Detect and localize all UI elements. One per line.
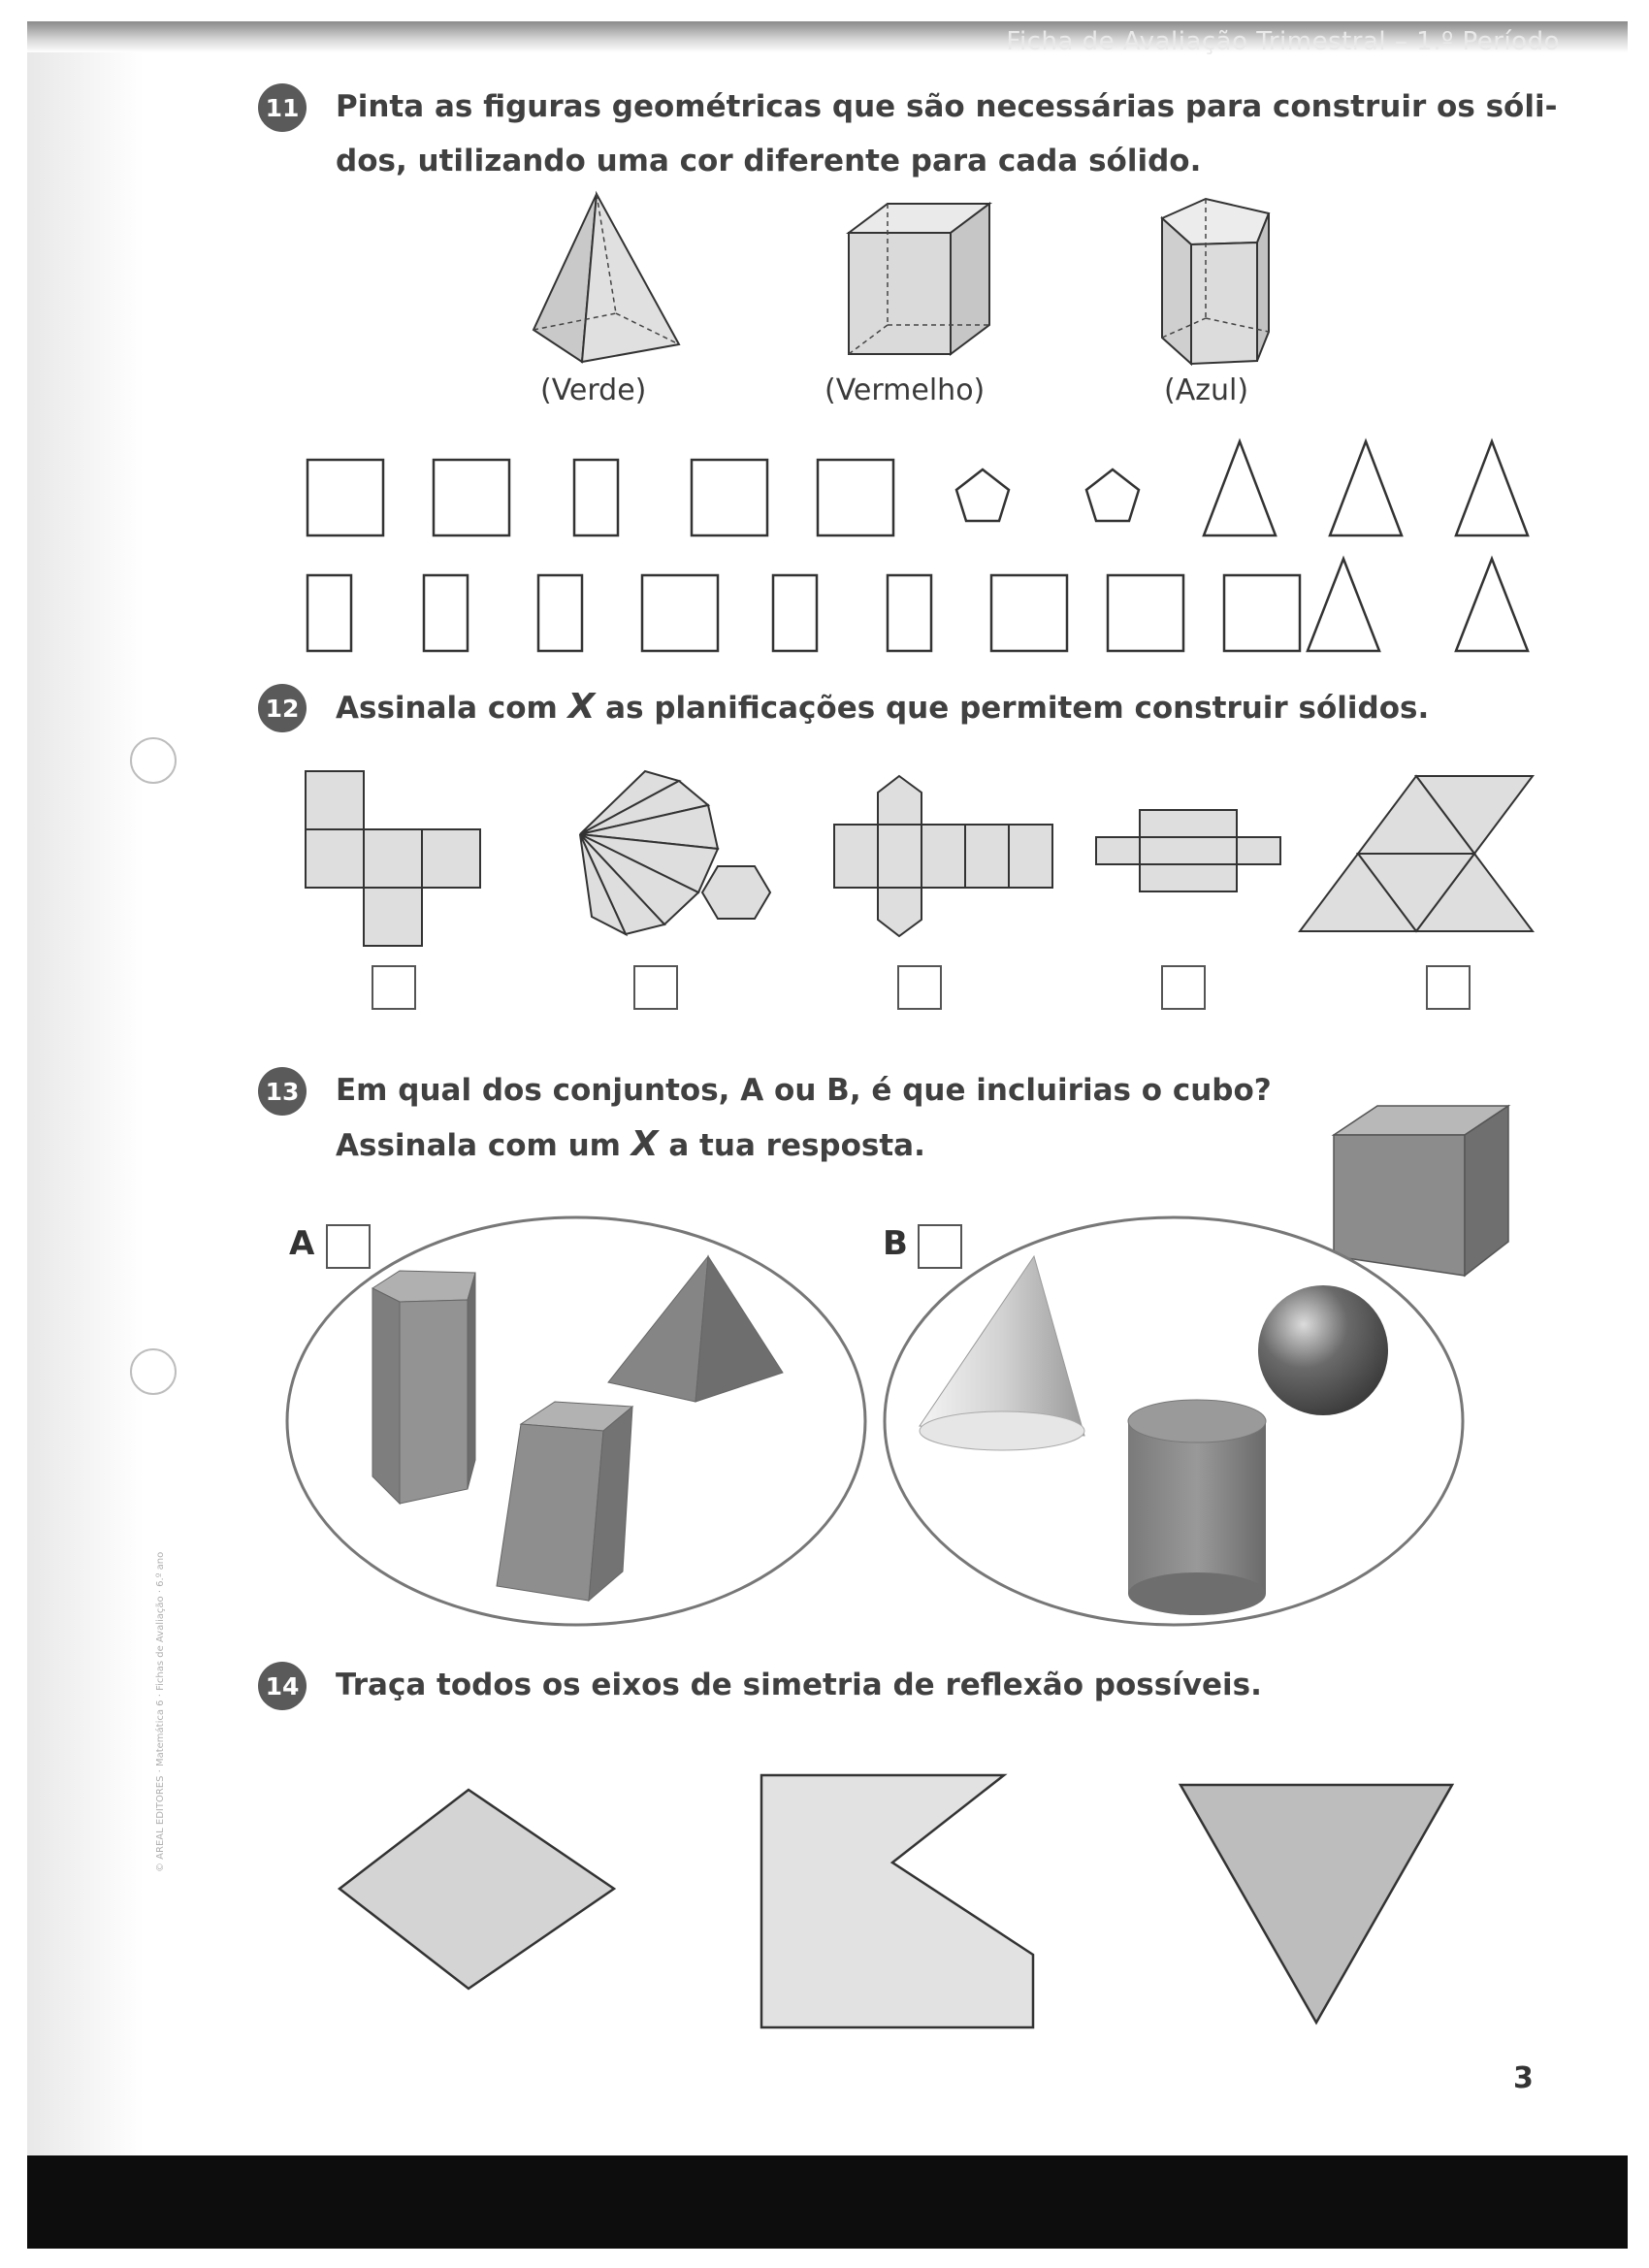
question-13-badge: 13 <box>258 1067 307 1116</box>
set-b-ellipse <box>881 1213 1467 1630</box>
prism-color-label: (Azul) <box>1164 373 1249 407</box>
rectangle-shape[interactable] <box>773 575 817 651</box>
net-3-checkbox[interactable] <box>897 965 942 1010</box>
triangle-symmetry-shape[interactable] <box>1180 1785 1452 2023</box>
side-copyright: © AREAL EDITORES · Matemática 6 · Fichas de Avaliação · 6.º ano <box>155 1551 166 1872</box>
question-13-line-2: Assinala com um X a tua resposta. <box>336 1124 925 1164</box>
question-12-badge: 12 <box>258 684 307 732</box>
rectangle-shape[interactable] <box>307 575 351 651</box>
rectangle-shape[interactable] <box>538 575 582 651</box>
rhombus-shape[interactable] <box>340 1790 614 1989</box>
net-1 <box>306 771 480 946</box>
rectangle-shape[interactable] <box>574 460 618 535</box>
prism-solid-icon <box>372 1271 475 1504</box>
page-shadow <box>27 27 144 2156</box>
cube-icon <box>844 199 999 364</box>
nets-row <box>291 761 1542 946</box>
shapes-to-paint <box>291 441 1542 655</box>
pyramid-icon <box>524 189 689 369</box>
triangle-shape[interactable] <box>1456 441 1528 535</box>
page-number: 3 <box>1513 2061 1534 2095</box>
triangle-shape[interactable] <box>1204 441 1276 535</box>
net-2-checkbox[interactable] <box>633 965 678 1010</box>
question-12-text: Assinala com X as planificações que permitem construir sólidos. <box>336 687 1430 727</box>
question-14-text: Traça todos os eixos de simetria de reflexão possíveis. <box>336 1668 1262 1702</box>
square-shape[interactable] <box>1224 575 1300 651</box>
rectangle-shape[interactable] <box>424 575 468 651</box>
set-b-label: B <box>883 1224 908 1263</box>
notched-square-shape[interactable] <box>761 1775 1033 2027</box>
triangle-shape[interactable] <box>1330 441 1402 535</box>
square-shape[interactable] <box>434 460 509 535</box>
x-mark: X <box>567 687 596 727</box>
header-title: Ficha de Avaliação Trimestral – 1.º Período <box>1006 27 1560 56</box>
question-13-line-1: Em qual dos conjuntos, A ou B, é que incluirias o cubo? <box>336 1073 1272 1108</box>
symmetry-shapes <box>330 1761 1474 2027</box>
set-a-ellipse <box>283 1213 869 1630</box>
question-11-line-1: Pinta as figuras geométricas que são necessárias para construir os sóli- <box>336 89 1558 124</box>
sphere-solid-icon <box>1258 1285 1388 1415</box>
net-2 <box>580 771 770 934</box>
pentagon-shape[interactable] <box>1086 470 1139 521</box>
question-11-badge: 11 <box>258 83 307 132</box>
cylinder-solid-icon <box>1128 1400 1266 1615</box>
square-shape[interactable] <box>642 575 718 651</box>
rectangle-shape[interactable] <box>888 575 931 651</box>
header-band <box>27 21 1628 56</box>
triangle-shape[interactable] <box>1308 559 1379 651</box>
net-4 <box>1096 810 1280 891</box>
net-1-checkbox[interactable] <box>372 965 416 1010</box>
triangle-shape[interactable] <box>1456 559 1528 651</box>
net-5-checkbox[interactable] <box>1426 965 1471 1010</box>
square-shape[interactable] <box>692 460 767 535</box>
square-shape[interactable] <box>818 460 893 535</box>
question-11-line-2: dos, utilizando uma cor diferente para cada sólido. <box>336 144 1202 178</box>
net-4-checkbox[interactable] <box>1161 965 1206 1010</box>
scan-bottom-border <box>27 2155 1628 2249</box>
pentagonal-prism-icon <box>1152 194 1278 369</box>
pentagon-shape[interactable] <box>956 470 1009 521</box>
cube-color-label: (Vermelho) <box>824 373 986 407</box>
binder-hole-bottom <box>130 1348 177 1395</box>
square-shape[interactable] <box>991 575 1067 651</box>
binder-hole-top <box>130 737 177 784</box>
pyramid-color-label: (Verde) <box>540 373 647 407</box>
square-shape[interactable] <box>307 460 383 535</box>
net-5 <box>1300 776 1533 931</box>
x-mark: X <box>630 1124 659 1164</box>
question-14-badge: 14 <box>258 1662 307 1710</box>
square-shape[interactable] <box>1108 575 1183 651</box>
set-a-label: A <box>289 1224 315 1263</box>
net-3 <box>834 776 1052 936</box>
